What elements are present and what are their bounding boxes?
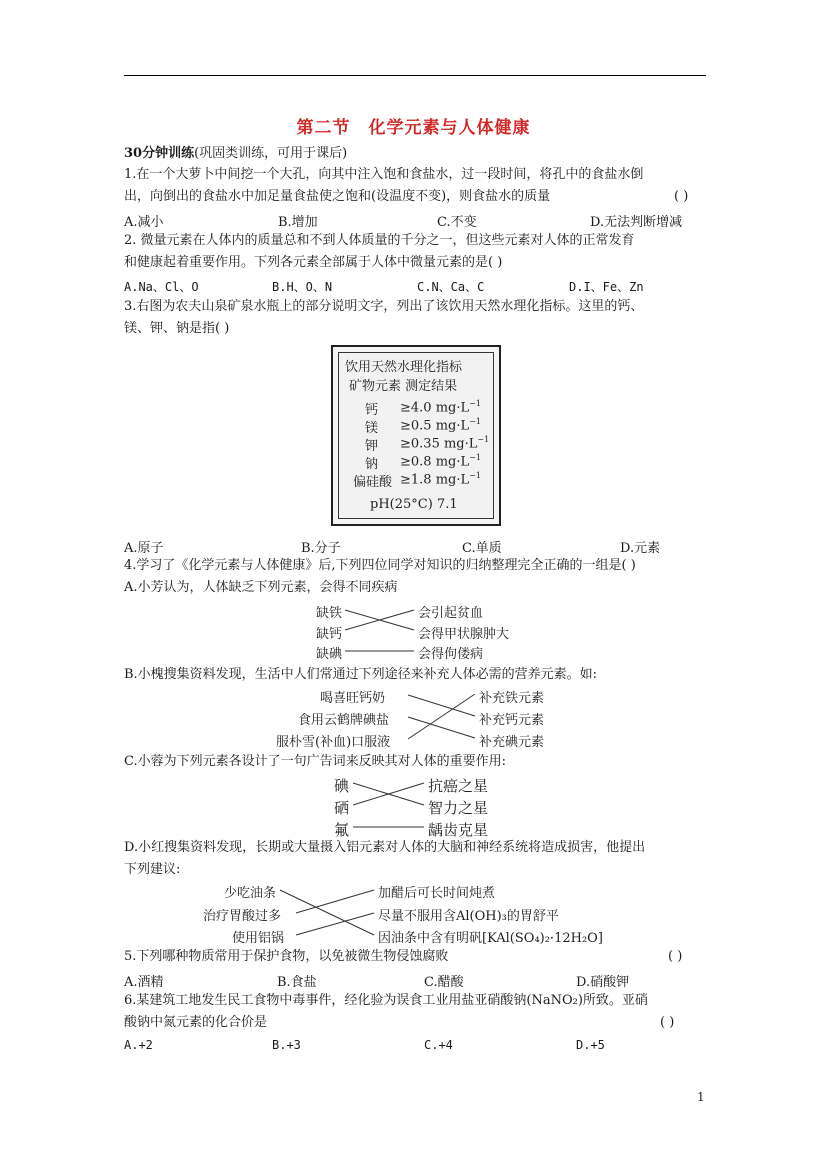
q4-d-intro2: 下列建议: [124,862,181,877]
label-row-name: 钾 [365,439,379,454]
q3-option-c: C.单质 [462,541,502,556]
q4-a-left: 缺钙 [316,627,343,642]
label-ph: pH(25°C) 7.1 [370,497,458,512]
q1-line2: 出，向倒出的食盐水中加足量食盐使之饱和(设温度不变)，则食盐水的质量 [124,189,551,204]
label-row-value: ≥0.35 $mg\cdot L^{-1}$ [400,435,490,452]
label-row-value: ≥4.0 $mg\cdot L^{-1}$ [400,399,481,416]
q4-c-right: 抗癌之星 [428,777,489,795]
q1-answer-blank: ( ) [674,189,689,204]
q5-option-b: B.食盐 [277,975,317,990]
q5-option-d: D.硝酸钾 [576,975,630,990]
match-line [408,695,475,716]
q4-c-left: 碘 [334,777,350,795]
match-line [408,694,475,739]
page-title: 第二节 化学元素与人体健康 [296,118,531,138]
label-row-name: 钙 [365,403,379,418]
q4-b-right: 补充碘元素 [479,735,545,750]
q4-b-left: 食用云鹤牌碘盐 [298,713,390,728]
q4-d-right: 加醋后可长时间炖煮 [378,886,496,901]
q6-line2: 酸钠中氮元素的化合价是 [124,1015,268,1030]
q3-option-a: A.原子 [124,541,164,556]
q1-line1: 1.在一个大萝卜中间挖一个大孔，向其中注入饱和食盐水，过一段时间，将孔中的食盐水倒 [124,167,644,182]
q2-option-a: A.Na、Cl、O [124,280,199,294]
label-row-value: ≥0.5 $mg\cdot L^{-1}$ [400,417,481,434]
q4-b-right: 补充钙元素 [479,713,545,728]
q5-answer-blank: ( ) [668,949,683,964]
q2-option-c: C.N、Ca、C [417,280,485,294]
label-title1: 饮用天然水理化指标 [345,360,463,375]
q4-d-left: 少吃油条 [224,886,277,901]
section-heading: 30分钟训练(巩固类训练，可用于课后) [124,146,348,161]
label-row-name: 镁 [365,421,379,436]
q6-option-a: A.+2 [124,1038,153,1052]
q4-d-right: 因油条中含有明矾[KAl(SO₄)₂·12H₂O] [378,931,603,946]
q4-b-intro: B.小槐搜集资料发现，生活中人们常通过下列途径来补充人体必需的营养元素。如: [124,667,598,682]
q5-option-a: A.酒精 [124,975,164,990]
q4-a-right: 会得甲状腺肿大 [418,627,510,642]
q6-option-d: D.+5 [576,1038,605,1052]
q4-a-right: 会得佝偻病 [418,647,484,662]
q3-option-d: D.元素 [620,541,661,556]
match-line [280,890,374,935]
q4-d-intro1: D.小红搜集资料发现，长期或大量摄入铝元素对人体的大脑和神经系统将造成损害，他提出 [124,840,646,855]
q5-option-c: C.醋酸 [424,975,464,990]
q4-c-left: 硒 [334,799,350,817]
q2-line1: 2. 微量元素在人体内的质量总和不到人体质量的千分之一，但这些元素对人体的正常发育 [124,233,635,248]
q4-d-right: 尽量不服用含Al(OH)₃的胃舒平 [378,909,559,924]
q4-a-left: 缺铁 [316,606,343,621]
q4-line1: 4.学习了《化学元素与人体健康》后,下列四位同学对知识的归纳整理完全正确的一组是( ) [124,558,636,573]
q4-b-right: 补充铁元素 [479,691,545,706]
label-row-value: ≥0.8 $mg\cdot L^{-1}$ [400,453,481,470]
q2-line2: 和健康起着重要作用。下列各元素全部属于人体中微量元素的是( ) [124,255,503,270]
q4-b-left: 喝喜旺钙奶 [320,691,386,706]
q3-line2: 镁、钾、钠是指( ) [124,321,230,336]
q4-c-right: 智力之星 [428,799,489,817]
q4-c-left: 氟 [334,821,350,839]
label-row-name: 偏硅酸 [353,475,393,490]
q1-option-b: B.增加 [278,215,318,230]
q4-d-left: 使用铝锅 [232,931,285,946]
q4-b-left: 服朴雪(补血)口服液 [276,735,391,750]
q1-option-a: A.减小 [124,215,164,230]
q4-c-right: 龋齿克星 [428,821,489,839]
q3-line1: 3.右图为农夫山泉矿泉水瓶上的部分说明文字，列出了该饮用天然水理化指标。这里的钙、 [124,299,644,314]
q6-answer-blank: ( ) [660,1015,675,1030]
label-title2: 矿物元素 测定结果 [349,379,458,394]
q4-d-left: 治疗胃酸过多 [203,909,282,924]
label-row-name: 钠 [365,457,379,472]
q1-option-d: D.无法判断增减 [590,215,683,230]
q6-option-c: C.+4 [424,1038,453,1052]
match-line [296,890,374,913]
q4-a-right: 会引起贫血 [418,606,484,621]
q1-option-c: C.不变 [437,215,477,230]
q4-c-intro: C.小蓉为下列元素各设计了一句广告词来反映其对人体的重要作用: [124,754,506,769]
q2-option-d: D.I、Fe、Zn [569,280,644,294]
q4-a-left: 缺碘 [316,647,343,662]
page-number: 1 [697,1090,705,1104]
q6-option-b: B.+3 [272,1038,301,1052]
q5-line1: 5.下列哪种物质常用于保护食物，以免被微生物侵蚀腐败 [124,949,449,964]
label-row-value: ≥1.8 $mg\cdot L^{-1}$ [400,471,481,488]
match-line [408,717,475,738]
q4-a-intro: A.小芳认为，人体缺乏下列元素，会得不同疾病 [124,580,398,595]
q2-option-b: B.H、O、N [272,280,333,294]
q3-option-b: B.分子 [301,541,341,556]
q6-line1: 6.某建筑工地发生民工食物中毒事件，经化验为误食工业用盐亚硝酸钠(NaNO₂)所致。亚硝 [124,993,648,1008]
